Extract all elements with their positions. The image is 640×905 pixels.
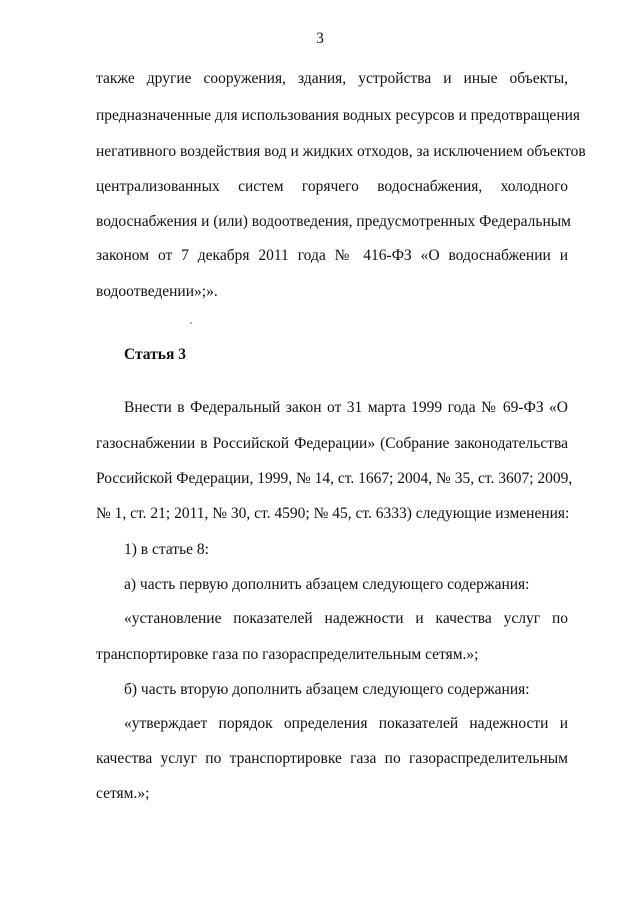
page-number: 3 bbox=[316, 30, 324, 47]
text-line: централизованных систем горячего водоснабжения, холодного bbox=[96, 178, 568, 195]
text-line: газоснабжении в Российской Федерации» (Собрание законодательства bbox=[96, 435, 568, 452]
quoted-text-line: транспортировке газа по газораспределительным сетям.»; bbox=[96, 646, 479, 663]
text-line: законом от 7 декабря 2011 года № 416-ФЗ «О водоснабжении и bbox=[96, 247, 568, 264]
list-item: а) часть первую дополнить абзацем следующего содержания: bbox=[124, 576, 530, 593]
text-line: водоотведении»;». bbox=[96, 283, 218, 300]
article-heading: Статья 3 bbox=[124, 346, 186, 363]
text-line: № 1, ст. 21; 2011, № 30, ст. 4590; № 45, ст. 6333) следующие изменения: bbox=[96, 505, 570, 522]
quoted-text-line: сетям.»; bbox=[96, 785, 150, 802]
text-line: предназначенные для использования водных ресурсов и предотвращения bbox=[96, 107, 581, 124]
quoted-text-line: «утверждает порядок определения показателей надежности и bbox=[124, 715, 568, 732]
scan-speck bbox=[190, 322, 192, 324]
text-line: Российской Федерации, 1999, № 14, ст. 1667; 2004, № 35, ст. 3607; 2009, bbox=[96, 470, 573, 487]
quoted-text-line: «установление показателей надежности и качества услуг по bbox=[124, 610, 568, 627]
text-line: водоснабжения и (или) водоотведения, предусмотренных Федеральным bbox=[96, 213, 571, 230]
text-line: негативного воздействия вод и жидких отходов, за исключением объектов bbox=[96, 143, 586, 160]
text-line: также другие сооружения, здания, устройства и иные объекты, bbox=[96, 70, 568, 87]
list-item: б) часть вторую дополнить абзацем следующего содержания: bbox=[124, 681, 530, 698]
quoted-text-line: качества услуг по транспортировке газа по газораспределительным bbox=[96, 750, 568, 767]
list-item: 1) в статье 8: bbox=[124, 541, 209, 558]
text-line: Внести в Федеральный закон от 31 марта 1999 года № 69-ФЗ «О bbox=[124, 399, 568, 416]
